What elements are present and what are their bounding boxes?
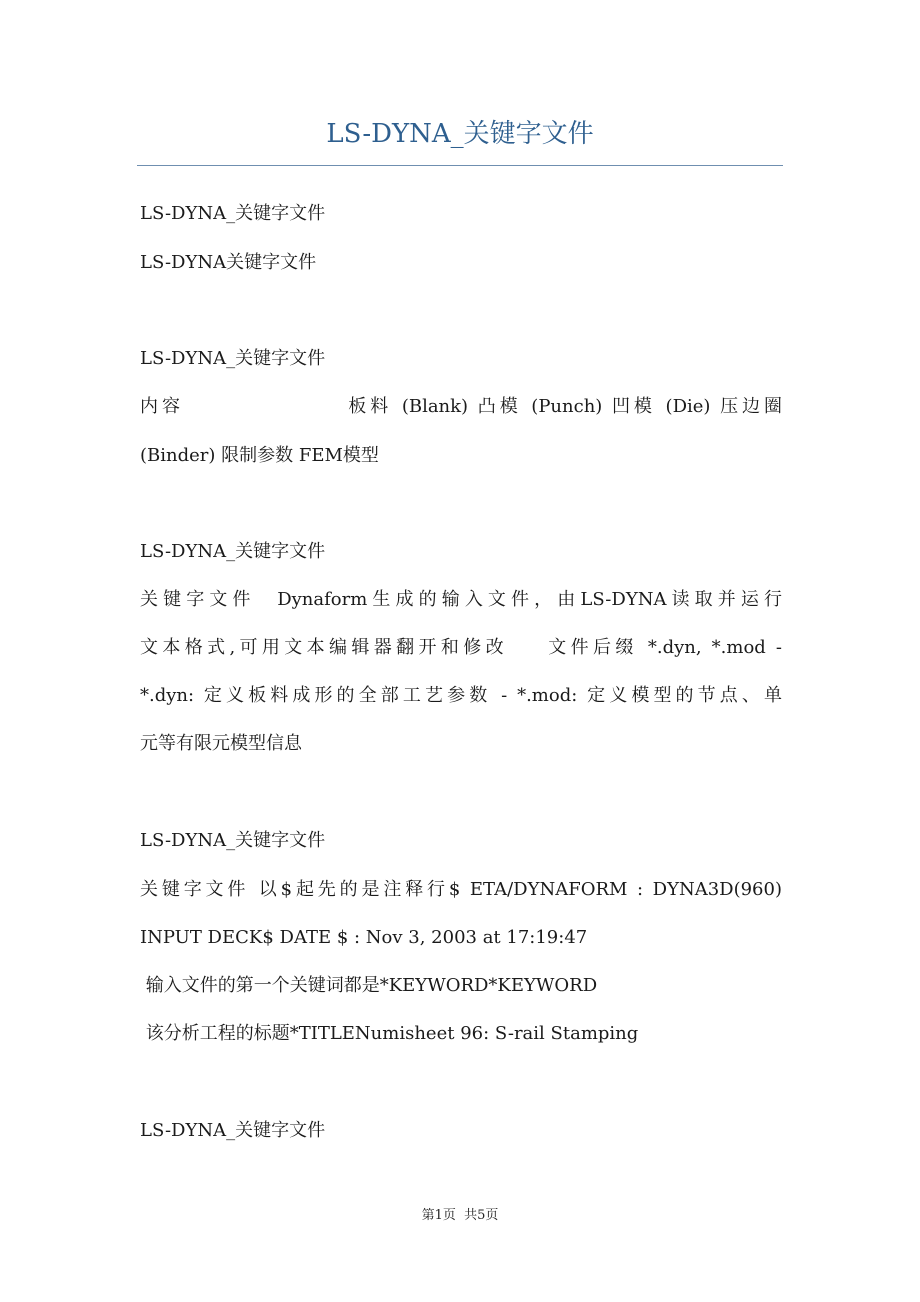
content-line-2: (Binder) 限制参数 FEM模型 — [140, 445, 379, 466]
paragraph-heading-4: LS-DYNA_关键字文件 — [140, 541, 326, 562]
paragraph-heading-5: LS-DYNA_关键字文件 — [140, 830, 326, 851]
content-line-1: 内容 板料 (Blank) 凸模 (Punch) 凹模 (Die) 压边圈 — [140, 396, 782, 417]
keyword-file-line-4: 元等有限元模型信息 — [140, 733, 302, 754]
page-footer: 第1页 共5页 — [421, 1208, 499, 1223]
keyword-file-line-3: *.dyn: 定义板料成形的全部工艺参数 - *.mod: 定义模型的节点、单 — [140, 685, 782, 706]
comment-line-4: 该分析工程的标题*TITLENumisheet 96: S-rail Stamping — [140, 1023, 639, 1044]
title-divider — [137, 165, 783, 166]
document-title: LS-DYNA_关键字文件 — [326, 119, 594, 149]
comment-line-3: 输入文件的第一个关键词都是*KEYWORD*KEYWORD — [140, 975, 598, 996]
comment-line-1: 关键字文件 以$起先的是注释行$ ETA/DYNAFORM : DYNA3D(960) — [140, 879, 782, 900]
paragraph-heading-3: LS-DYNA_关键字文件 — [140, 348, 326, 369]
paragraph-heading-1: LS-DYNA_关键字文件 — [140, 203, 326, 224]
paragraph-heading-6: LS-DYNA_关键字文件 — [140, 1120, 326, 1141]
paragraph-heading-2: LS-DYNA关键字文件 — [140, 252, 317, 273]
comment-line-2: INPUT DECK$ DATE $ : Nov 3, 2003 at 17:19:47 — [140, 927, 588, 948]
keyword-file-line-1: 关键字文件 Dynaform生成的输入文件，由LS-DYNA读取并运行 — [140, 589, 782, 610]
keyword-file-line-2: 文本格式,可用文本编辑器翻开和修改 文件后缀 *.dyn, *.mod - — [140, 637, 782, 658]
